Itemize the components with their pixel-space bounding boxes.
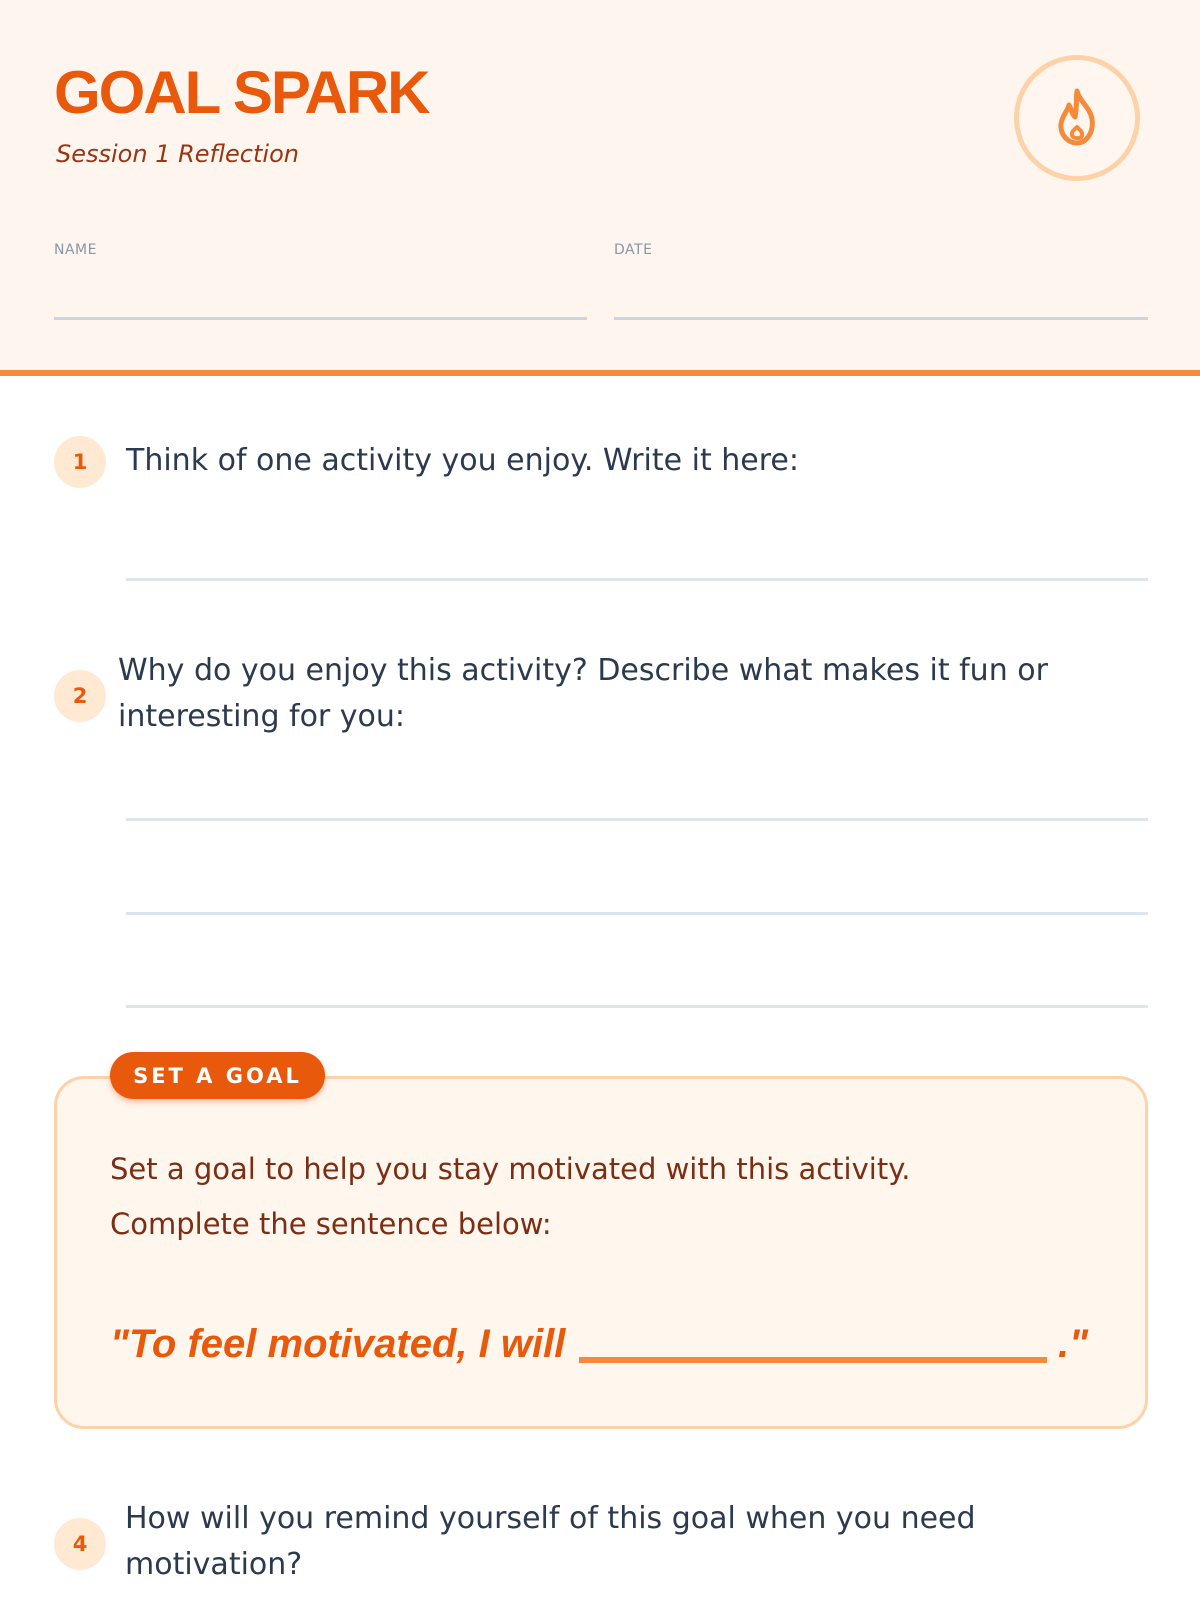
date-field-label: DATE — [614, 242, 653, 258]
date-field[interactable] — [614, 317, 1148, 320]
name-field-label: NAME — [54, 242, 97, 258]
goal-card — [54, 1076, 1148, 1429]
session-subtitle: Session 1 Reflection — [56, 140, 299, 168]
name-field[interactable] — [54, 317, 587, 320]
question-4-text-line2: motivation? — [125, 1547, 303, 1582]
logo-badge — [1014, 55, 1140, 181]
answer-line-1[interactable] — [126, 578, 1148, 581]
goal-badge: SET A GOAL — [110, 1052, 325, 1099]
question-number-4: 4 — [54, 1518, 106, 1570]
question-number-2: 2 — [54, 670, 106, 722]
question-number-1: 1 — [54, 436, 106, 488]
answer-line-2c[interactable] — [126, 1005, 1148, 1008]
question-1-text: Think of one activity you enjoy. Write it here: — [126, 443, 799, 478]
flame-icon — [1050, 87, 1104, 149]
goal-sentence-start: "To feel motivated, I will — [110, 1322, 566, 1366]
worksheet-header — [0, 0, 1200, 376]
question-2-text-line1: Why do you enjoy this activity? Describe what makes it fun or — [118, 653, 1048, 688]
question-2-text-line2: interesting for you: — [118, 699, 406, 734]
goal-instruction-1: Set a goal to help you stay motivated with this activity. — [110, 1152, 911, 1186]
goal-instruction-2: Complete the sentence below: — [110, 1207, 552, 1241]
goal-sentence-end: ." — [1058, 1322, 1089, 1366]
page-title: GOAL SPARK — [54, 59, 429, 126]
goal-blank-field[interactable] — [579, 1357, 1047, 1363]
question-4-text-line1: How will you remind yourself of this goal when you need — [125, 1501, 976, 1536]
answer-line-2a[interactable] — [126, 818, 1148, 821]
answer-line-2b[interactable] — [126, 912, 1148, 915]
